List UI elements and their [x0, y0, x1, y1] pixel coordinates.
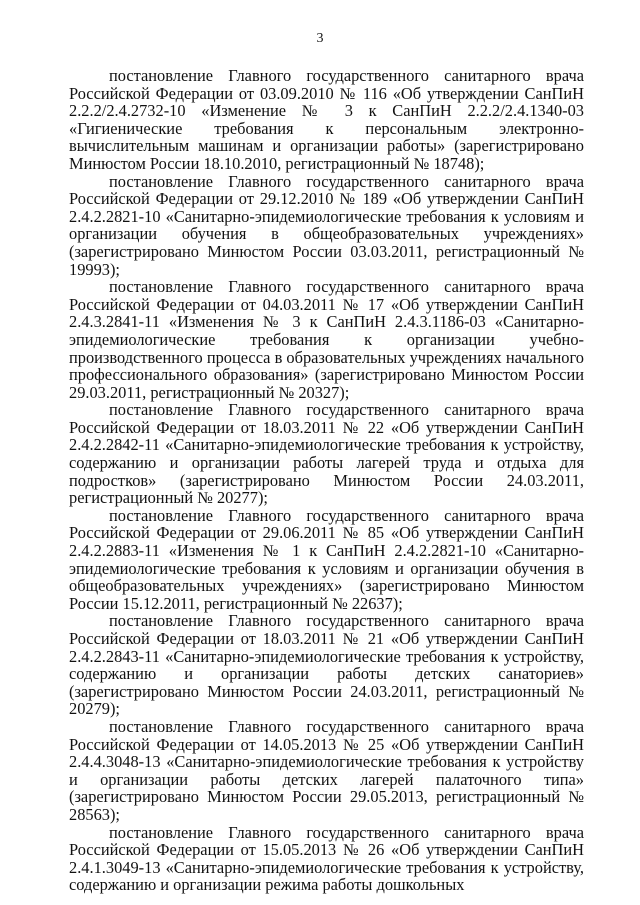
list-item-resolution-5: постановление Главного государственного санитарного врача Российской Федерации от 29.06.2011 № 85 «Об утверждении СанПиН 2.4.2.2883-11 «Изменения № 1 к СанПиН 2.4.2.2821-10 «Санитарно-эпидемиологические требования к условиям и организации обучения в общеобразовательных учреждениях» (зарегистрировано Минюстом России 15.12.2011, регистрационный № 22637); [69, 505, 584, 613]
list-item-resolution-8: постановление Главного государственного санитарного врача Российской Федерации от 15.05.2013 № 26 «Об утверждении СанПиН 2.4.1.3049-13 «Санитарно-эпидемиологические требования к устройству, содержанию и организации режима работы дошкольных [69, 822, 584, 895]
list-item-resolution-2: постановление Главного государственного санитарного врача Российской Федерации от 29.12.2010 № 189 «Об утверждении СанПиН 2.4.2.2821-10 «Санитарно-эпидемиологические требования к условиям и организации обучения в общеобразовательных учреждениях» (зарегистрировано Минюстом России 03.03.2011, регистрационный № 19993); [69, 171, 584, 279]
list-item-resolution-3: постановление Главного государственного санитарного врача Российской Федерации от 04.03.2011 № 17 «Об утверждении СанПиН 2.4.3.2841-11 «Изменения № 3 к СанПиН 2.4.3.1186-03 «Санитарно-эпидемиологические требования к организации учебно-производственного процесса в образовательных учреждениях начального профессионального образования» (зарегистрировано Минюстом России 29.03.2011, регистрационный № 20327); [69, 277, 584, 402]
document-body [69, 67, 584, 894]
list-item-resolution-1: постановление Главного государственного санитарного врача Российской Федерации от 03.09.2010 № 116 «Об утверждении СанПиН 2.2.2/2.4.2732-10 «Изменение № 3 к СанПиН 2.2.2/2.4.1340-03 «Гигиенические требования к персональным электронно-вычислительным машинам и организации работы» (зарегистрировано Минюстом России 18.10.2010, регистрационный № 18748); [69, 66, 584, 173]
page-number: 3 [316, 31, 324, 46]
list-item-resolution-4: постановление Главного государственного санитарного врача Российской Федерации от 18.03.2011 № 22 «Об утверждении СанПиН 2.4.2.2842-11 «Санитарно-эпидемиологические требования к устройству, содержанию и организации работы лагерей труда и отдыха для подростков» (зарегистрировано Минюстом России 24.03.2011, регистрационный № 20277); [69, 400, 584, 508]
list-item-resolution-7: постановление Главного государственного санитарного врача Российской Федерации от 14.05.2013 № 25 «Об утверждении СанПиН 2.4.4.3048-13 «Санитарно-эпидемиологические требования к устройству и организации работы детских лагерей палаточного типа» (зарегистрировано Минюстом России 29.05.2013, регистрационный № 28563); [69, 716, 584, 824]
list-item-resolution-6: постановление Главного государственного санитарного врача Российской Федерации от 18.03.2011 № 21 «Об утверждении СанПиН 2.4.2.2843-11 «Санитарно-эпидемиологические требования к устройству, содержанию и организации работы детских санаториев» (зарегистрировано Минюстом России 24.03.2011, регистрационный № 20279); [69, 611, 584, 719]
